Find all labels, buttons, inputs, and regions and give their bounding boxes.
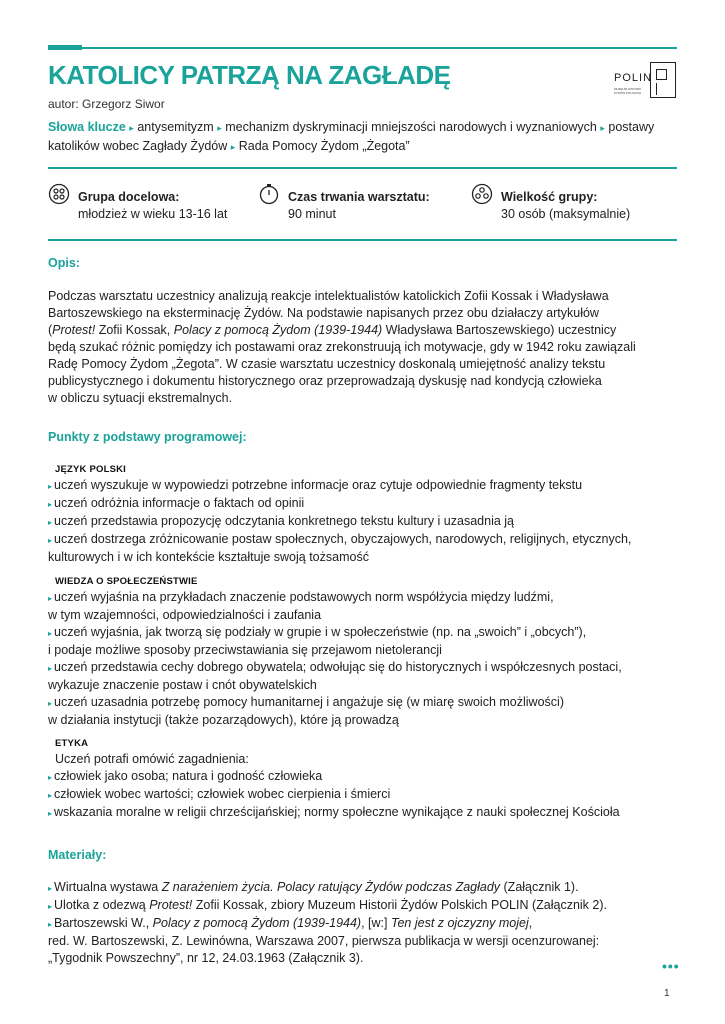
description-line: będą szukać różnic pomiędzy ich postawami oraz zrekonstruują ich motywacje, gdy w 1942 roku zawiązali — [48, 340, 636, 354]
list-item-text: uczeń przedstawia cechy dobrego obywatela; odwołując się do historycznych i współczesnych postaci, — [54, 660, 622, 674]
text-run: Bartoszewski W., — [54, 916, 153, 930]
text-run: Polacy z pomocą Żydom (1939-1944) — [152, 916, 362, 930]
list-item-text: człowiek jako osoba; natura i godność człowieka — [54, 769, 323, 783]
divider — [48, 167, 677, 169]
keyword-item: mechanizm dyskryminacji mniejszości narodowych i wyznaniowych — [225, 120, 597, 134]
ethics-heading: ETYKA — [55, 738, 89, 749]
keyword-item: Rada Pomocy Żydom „Żegota” — [238, 139, 410, 153]
curriculum-heading: Punkty z podstawy programowej: — [48, 430, 247, 444]
top-rule — [48, 47, 677, 49]
list-item-text: uczeń wyjaśnia, jak tworzą się podziały w grupie i w społeczeństwie (np. na „swoich” i „obcych”), — [54, 625, 587, 639]
list-item-text: uczeń uzasadnia potrzebę pomocy humanitarnej i angażuje się (w miarę swoich możliwości) — [54, 695, 564, 709]
more-indicator: ••• — [662, 958, 680, 974]
bullet-icon: ▸ — [48, 920, 53, 929]
text-run: Ulotka z odezwą — [54, 898, 150, 912]
bullet-icon: ▸ — [48, 809, 53, 818]
list-item — [48, 477, 678, 495]
description-text — [48, 288, 678, 407]
description-line: Radę Pomocy Żydom „Żegota”. W czasie warsztatu uczestnicy doskonalą umiejętność analizy tekstu — [48, 357, 606, 371]
materials-list — [48, 879, 678, 967]
bullet-icon: ▸ — [600, 123, 605, 133]
material-item — [48, 879, 678, 897]
list-item-continuation: w działania instytucji (także pozarządowych), które ją prowadzą — [48, 713, 399, 727]
polin-logo — [614, 60, 684, 100]
polish-list — [48, 477, 678, 566]
time-value: 90 minut — [288, 207, 336, 221]
list-item-continuation: w tym wzajemności, odpowiedzialności i zaufania — [48, 608, 322, 622]
people-circle-icon — [471, 183, 493, 205]
text-run: Ten jest z ojczyzny mojej — [390, 916, 529, 930]
list-item-text: uczeń wyszukuje w wypowiedzi potrzebne informacje oraz cytuje odpowiednie fragmenty tekstu — [54, 478, 583, 492]
description-line: publicystycznego i dokumentu historycznego oraz przeprowadzają dyskusję nad kondycją człowieka — [48, 374, 602, 388]
size-value: 30 osób (maksymalnie) — [501, 207, 631, 221]
polish-heading: JĘZYK POLSKI — [55, 464, 127, 475]
keyword-item: antysemityzm — [137, 120, 214, 134]
list-item-text: uczeń wyjaśnia na przykładach znaczenie podstawowych norm współżycia między ludźmi, — [54, 590, 554, 604]
list-item-continuation: i podaje możliwe sposoby przeciwstawiania się przejawom nietolerancji — [48, 643, 442, 657]
group-value: młodzież w wieku 13-16 lat — [78, 207, 228, 221]
text-run: Z narażeniem życia. Polacy ratujący Żydów podczas Zagłady — [161, 880, 501, 894]
list-item — [48, 694, 678, 712]
text-run: Protest! — [52, 323, 96, 337]
list-item — [48, 513, 678, 531]
bullet-icon: ▸ — [48, 773, 53, 782]
text-run: , — [528, 916, 533, 930]
list-item — [48, 786, 678, 804]
text-run: ( — [48, 323, 53, 337]
group-label: Grupa docelowa: — [78, 190, 180, 204]
author: autor: Grzegorz Siwor — [48, 97, 165, 111]
list-item — [48, 589, 678, 607]
list-item-text: uczeń dostrzega zróżnicowanie postaw społecznych, obyczajowych, narodowych, religijnych, etycznych, — [54, 532, 632, 546]
bullet-icon: ▸ — [48, 629, 53, 638]
text-run: (Załącznik 1). — [500, 880, 579, 894]
bullet-icon: ▸ — [48, 500, 53, 509]
top-tab — [48, 45, 82, 50]
bullet-icon: ▸ — [217, 123, 222, 133]
list-item-text: uczeń przedstawia propozycję odczytania konkretnego tekstu kultury i uzasadnia ją — [54, 514, 514, 528]
bullet-icon: ▸ — [48, 536, 53, 545]
bullet-icon: ▸ — [48, 518, 53, 527]
stopwatch-icon — [258, 183, 280, 205]
text-run: Zofii Kossak, — [95, 323, 174, 337]
bullet-icon: ▸ — [48, 902, 53, 911]
society-list — [48, 589, 678, 729]
list-item — [48, 531, 678, 549]
bullet-icon: ▸ — [48, 791, 53, 800]
page-number: 1 — [664, 988, 670, 999]
bullet-icon: ▸ — [48, 699, 53, 708]
list-item-text: wskazania moralne w religii chrześcijańskiej; normy społeczne wynikające z nauki społecznej Kościoła — [54, 805, 620, 819]
bullet-icon: ▸ — [48, 482, 53, 491]
materials-heading: Materiały: — [48, 848, 107, 862]
list-item-text: uczeń odróżnia informacje o faktach od opinii — [54, 496, 305, 510]
list-item — [48, 624, 678, 642]
description-heading: Opis: — [48, 256, 80, 270]
material-item-continuation: red. W. Bartoszewski, Z. Lewinówna, Warszawa 2007, pierwsza publikacja w wersji ocenzurowanej: — [48, 934, 600, 948]
keyword-item: postawy katolików wobec Zagłady Żydów — [48, 120, 655, 153]
bullet-icon: ▸ — [48, 664, 53, 673]
size-label: Wielkość grupy: — [501, 190, 598, 204]
page-title: KATOLICY PATRZĄ NA ZAGŁADĘ — [48, 60, 451, 90]
divider — [48, 239, 677, 241]
logo-mark — [650, 62, 676, 98]
list-item-continuation: kulturowych i w ich kontekście kształtuje swoją tożsamość — [48, 550, 369, 564]
bullet-icon: ▸ — [48, 594, 53, 603]
description-line: Podczas warsztatu uczestnicy analizują reakcje intelektualistów katolickich Zofii Kossak i Władysława — [48, 289, 609, 303]
ethics-intro: Uczeń potrafi omówić zagadnienia: — [55, 752, 249, 766]
bullet-icon: ▸ — [230, 142, 236, 152]
group-icon — [48, 183, 70, 205]
material-item-continuation: „Tygodnik Powszechny”, nr 12, 24.03.1963 (Załącznik 3). — [48, 951, 364, 965]
list-item — [48, 659, 678, 677]
list-item-continuation: wykazuje znaczenie postaw i cnót obywatelskich — [48, 678, 317, 692]
logo-subtitle: MUZEUM HISTORII ŻYDÓW POLSKICH — [614, 87, 642, 95]
text-run: Polacy z pomocą Żydom (1939-1944) — [173, 323, 383, 337]
material-item — [48, 897, 678, 915]
text-run: , [w:] — [361, 916, 391, 930]
text-run: Protest! — [149, 898, 193, 912]
list-item — [48, 804, 678, 822]
material-item — [48, 915, 678, 933]
bullet-icon: ▸ — [48, 884, 53, 893]
logo-name: POLIN — [614, 72, 653, 84]
society-heading: WIEDZA O SPOŁECZEŃSTWIE — [55, 576, 198, 587]
description-line: w obliczu sytuacji ekstremalnych. — [48, 391, 233, 405]
time-label: Czas trwania warsztatu: — [288, 190, 430, 204]
text-run: Władysława Bartoszewskiego) uczestnicy — [382, 323, 617, 337]
description-line: Bartoszewskiego na eksterminację Żydów. Na podstawie napisanych przez obu działaczy artykułów — [48, 306, 599, 320]
bullet-icon: ▸ — [129, 123, 134, 133]
description-line — [48, 322, 678, 339]
list-item — [48, 495, 678, 513]
text-run: Zofii Kossak, zbiory Muzeum Historii Żydów Polskich POLIN (Załącznik 2). — [192, 898, 607, 912]
ethics-list — [48, 751, 678, 822]
keywords — [48, 118, 678, 156]
text-run: Wirtualna wystawa — [54, 880, 162, 894]
list-item-text: człowiek wobec wartości; człowiek wobec cierpienia i śmierci — [54, 787, 391, 801]
keywords-label: Słowa klucze — [48, 120, 126, 134]
list-item — [48, 768, 678, 786]
